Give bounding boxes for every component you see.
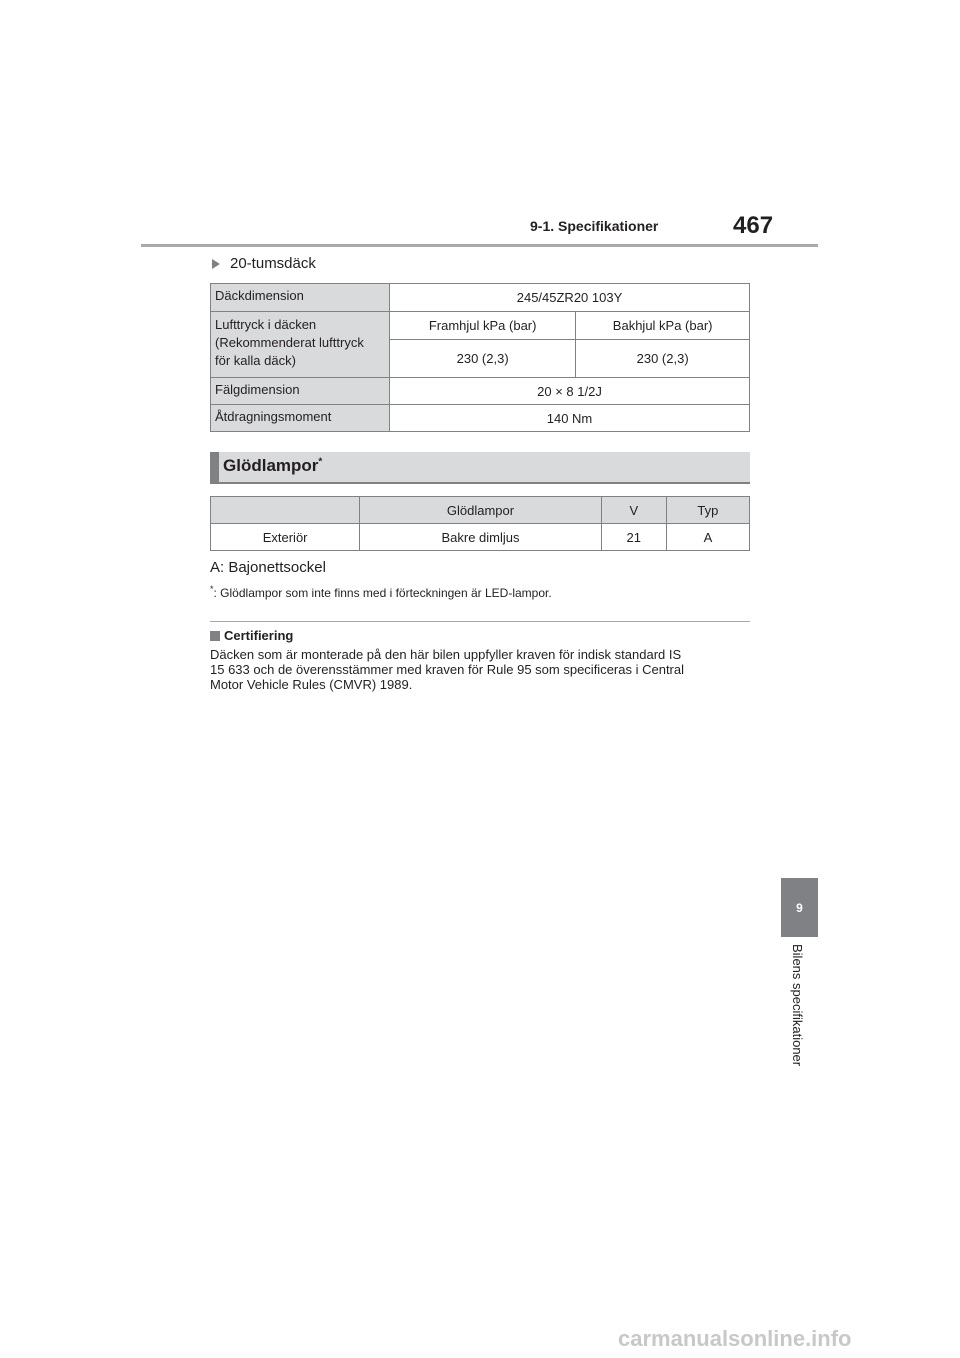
table-cell: Exteriör — [211, 524, 360, 551]
subheading — [210, 255, 316, 272]
page-number: 467 — [733, 212, 774, 239]
chapter-side-label — [782, 944, 812, 1094]
triangle-bullet-icon — [212, 259, 220, 269]
certification-line: Däcken som är monterade på den här bilen uppfyller kraven för indisk standard IS — [210, 647, 682, 662]
torque-value: 140 Nm — [390, 405, 750, 432]
chapter-tab: 9 — [781, 878, 818, 937]
footnote — [210, 584, 552, 600]
certification-heading-text: Certifiering — [224, 628, 294, 643]
rim-value: 20 × 8 1/2J — [390, 378, 750, 405]
pressure-label-line: Lufttryck i däcken — [215, 317, 317, 332]
tire-spec-table — [210, 283, 750, 432]
table-header-cell — [211, 497, 360, 524]
certification-heading — [210, 628, 293, 643]
pressure-label-line: (Rekommenderat lufttryck — [215, 335, 364, 350]
rim-label: Fälgdimension — [211, 378, 390, 405]
asterisk-marker: * — [318, 456, 323, 468]
table-cell: A — [666, 524, 749, 551]
front-pressure-value: 230 (2,3) — [390, 340, 576, 378]
certification-line: 15 633 och de överensstämmer med kraven för Rule 95 som specificeras i Central — [210, 662, 684, 677]
table-cell: Bakre dimljus — [360, 524, 601, 551]
section-accent-bar — [210, 452, 219, 482]
footnote-text: : Glödlampor som inte finns med i förteckningen är LED-lampor. — [213, 586, 552, 600]
square-bullet-icon — [210, 631, 220, 641]
dimension-value: 245/45ZR20 103Y — [390, 284, 750, 312]
certification-line: Motor Vehicle Rules (CMVR) 1989. — [210, 677, 413, 692]
subheading-text: 20-tumsdäck — [230, 255, 316, 272]
table-row — [211, 524, 750, 551]
torque-label: Åtdragningsmoment — [211, 405, 390, 432]
bulbs-table — [210, 496, 750, 551]
table-header-cell: V — [601, 497, 666, 524]
bulbs-section-header — [210, 452, 750, 484]
rear-pressure-header: Bakhjul kPa (bar) — [576, 312, 750, 340]
footnote-marker: * — [210, 584, 214, 594]
rear-pressure-value: 230 (2,3) — [576, 340, 750, 378]
pressure-label — [211, 312, 390, 378]
table-header-row — [211, 497, 750, 524]
watermark: carmanualsonline.info — [618, 1326, 852, 1351]
table-header-cell: Glödlampor — [360, 497, 601, 524]
dimension-label: Däckdimension — [211, 284, 390, 312]
socket-note: A: Bajonettsockel — [210, 559, 326, 576]
table-header-cell: Typ — [666, 497, 749, 524]
table-cell: 21 — [601, 524, 666, 551]
chapter-title: Bilens specifikationer — [790, 944, 805, 1067]
pressure-label-line: för kalla däck) — [215, 353, 296, 368]
header-divider — [141, 244, 818, 247]
bulbs-section-title: Glödlampor* — [223, 456, 323, 475]
section-title: 9-1. Specifikationer — [530, 218, 659, 234]
certification-text — [210, 647, 750, 692]
front-pressure-header: Framhjul kPa (bar) — [390, 312, 576, 340]
divider — [210, 621, 750, 622]
